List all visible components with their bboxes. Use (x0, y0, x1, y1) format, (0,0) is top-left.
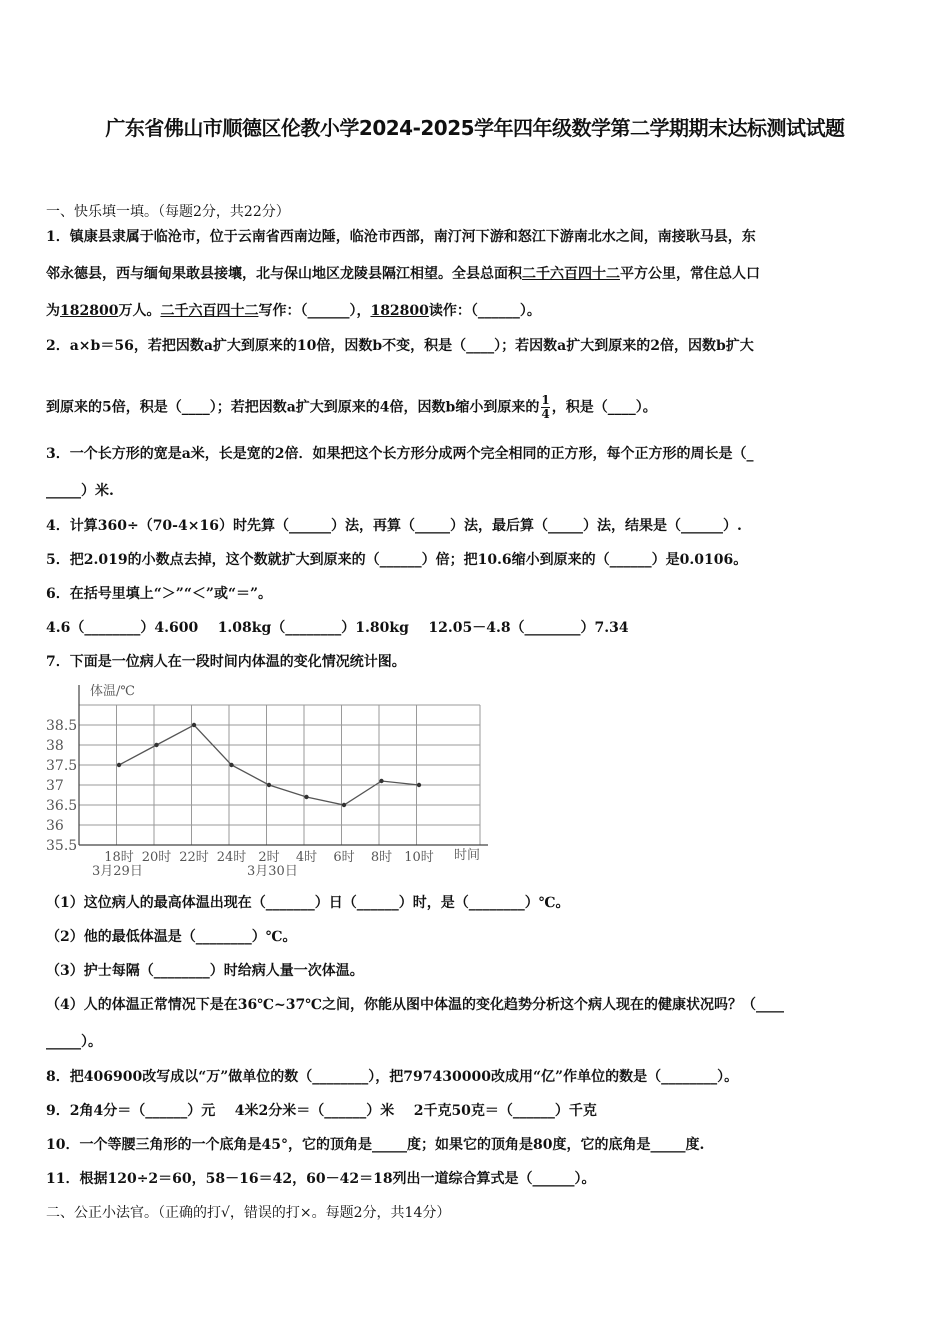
x-tick-label: 2时 (258, 850, 280, 865)
temperature-data-point (154, 743, 158, 747)
temperature-data-point (229, 763, 233, 767)
x-axis-label: 时间 (454, 848, 481, 863)
q7-sub-3: （3）护士每隔（________）时给病人量一次体温。 (46, 963, 364, 979)
q9-line: 9．2角4分＝（______）元 4米2分米＝（______）米 2千克50克＝（______）千克 (46, 1103, 597, 1119)
q3-line-2: _____）米. (46, 483, 114, 499)
q1-underlined-population: 182800 (60, 303, 119, 319)
q1-line-2 (46, 264, 906, 284)
y-tick-label: 37 (46, 778, 64, 794)
q2-line-2 (46, 394, 906, 421)
temperature-data-point (117, 763, 121, 767)
section-1-heading: 一、快乐填一填。（每题2分，共22分） (46, 204, 290, 220)
q7-sub-1: （1）这位病人的最高体温出现在（_______）日（______）时，是（________）℃。 (46, 895, 570, 911)
q6-line-2: 4.6（________）4.600 1.08kg（________）1.80kg 12.05－4.8（________）7.34 (46, 620, 629, 636)
x-tick-label: 6时 (333, 850, 355, 865)
chart-grid (79, 705, 480, 845)
q10-line: 10．一个等腰三角形的一个底角是45°，它的顶角是_____度；如果它的顶角是80度，它的底角是_____度. (46, 1137, 705, 1153)
q2-line-1: 2．a×b＝56，若把因数a扩大到原来的10倍，因数b不变，积是（____）；若因数a扩大到原来的2倍，因数b扩大 (46, 338, 754, 354)
q1-text: 写作：（______）， (258, 303, 371, 319)
q1-text: 平方公里，常住总人口 (620, 266, 760, 282)
q7-line-1: 7．下面是一位病人在一段时间内体温的变化情况统计图。 (46, 654, 406, 670)
q1-underlined-population: 182800 (370, 303, 429, 319)
temperature-data-point (267, 783, 271, 787)
x-tick-label: 10时 (404, 850, 434, 865)
q8-line: 8．把406900改写成以“万”做单位的数（________），把797430000改成用“亿”作单位的数是（________）。 (46, 1069, 739, 1085)
fraction-numerator: 1 (541, 393, 550, 407)
q1-text: 邻永德县，西与缅甸果敢县接壤，北与保山地区龙陵县隔江相望。全县总面积 (46, 266, 522, 282)
temperature-data-point (342, 803, 346, 807)
y-tick-label: 35.5 (46, 838, 78, 854)
y-tick-label: 37.5 (46, 758, 78, 774)
q4-line: 4．计算360÷（70-4×16）时先算（______）法，再算（_____）法，最后算（_____）法，结果是（______）. (46, 518, 742, 534)
y-tick-label: 38 (46, 738, 64, 754)
y-tick-label: 36 (46, 818, 64, 834)
x-tick-label: 18时 (104, 850, 134, 865)
q6-line-1: 6．在括号里填上“＞”“＜”或“＝”。 (46, 586, 273, 602)
x-tick-label: 20时 (141, 850, 172, 865)
y-axis-label: 体温/℃ (90, 684, 135, 699)
y-tick-label: 36.5 (46, 798, 78, 814)
temperature-data-point (417, 783, 421, 787)
chart-tick-labels (46, 718, 434, 865)
temperature-data-point (192, 723, 196, 727)
temperature-data-point (304, 795, 308, 799)
q1-line-3 (46, 301, 906, 321)
fraction-denominator: 4 (541, 407, 550, 421)
q1-underlined-area: 二千六百四十二 (522, 266, 620, 282)
x-tick-label: 22时 (179, 850, 209, 865)
q7-sub-4-line-1: （4）人的体温正常情况下是在36℃~37℃之间，你能从图中体温的变化趋势分析这个病人现在的健康状况吗？（____ (46, 997, 784, 1013)
q2-text: ，积是（____）。 (551, 399, 657, 416)
q1-line-1: 1．镇康县隶属于临沧市，位于云南省西南边陲，临沧市西部，南汀河下游和怒江下游南北水之间，南接耿马县，东 (46, 229, 756, 245)
q5-line: 5．把2.019的小数点去掉，这个数就扩大到原来的（______）倍；把10.6缩小到原来的（______）是0.0106。 (46, 552, 748, 568)
fraction-one-quarter (541, 394, 549, 421)
temperature-line-chart (40, 675, 500, 885)
q1-text: 为 (46, 303, 60, 319)
q11-line: 11．根据120÷2＝60，58－16＝42，60－42＝18列出一道综合算式是（______）。 (46, 1171, 596, 1187)
y-tick-label: 38.5 (46, 718, 78, 734)
x-tick-label: 4时 (295, 850, 318, 865)
q1-text: 读作：（______）。 (428, 303, 541, 319)
q7-sub-4-line-2: _____）。 (46, 1034, 102, 1050)
temperature-data-point (379, 779, 383, 783)
q1-text: 万人。 (118, 303, 161, 319)
x-tick-label: 24时 (216, 850, 247, 865)
page-title: 广东省佛山市顺德区伦教小学2024-2025学年四年级数学第二学期期末达标测试试题 (105, 116, 845, 140)
q1-underlined-area: 二千六百四十二 (160, 303, 259, 319)
date-label-2: 3月30日 (247, 864, 298, 879)
q2-text: 到原来的5倍，积是（____）；若把因数a扩大到原来的4倍，因数b缩小到原来的 (46, 399, 540, 416)
section-2-heading: 二、公正小法官。（正确的打√，错误的打×。每题2分，共14分） (46, 1205, 451, 1221)
q7-sub-2: （2）他的最低体温是（________）℃。 (46, 929, 297, 945)
q3-line-1: 3．一个长方形的宽是a米，长是宽的2倍．如果把这个长方形分成两个完全相同的正方形，每个正方形的周长是（_ (46, 446, 754, 462)
date-label-1: 3月29日 (92, 864, 143, 879)
x-tick-label: 8时 (370, 850, 393, 865)
